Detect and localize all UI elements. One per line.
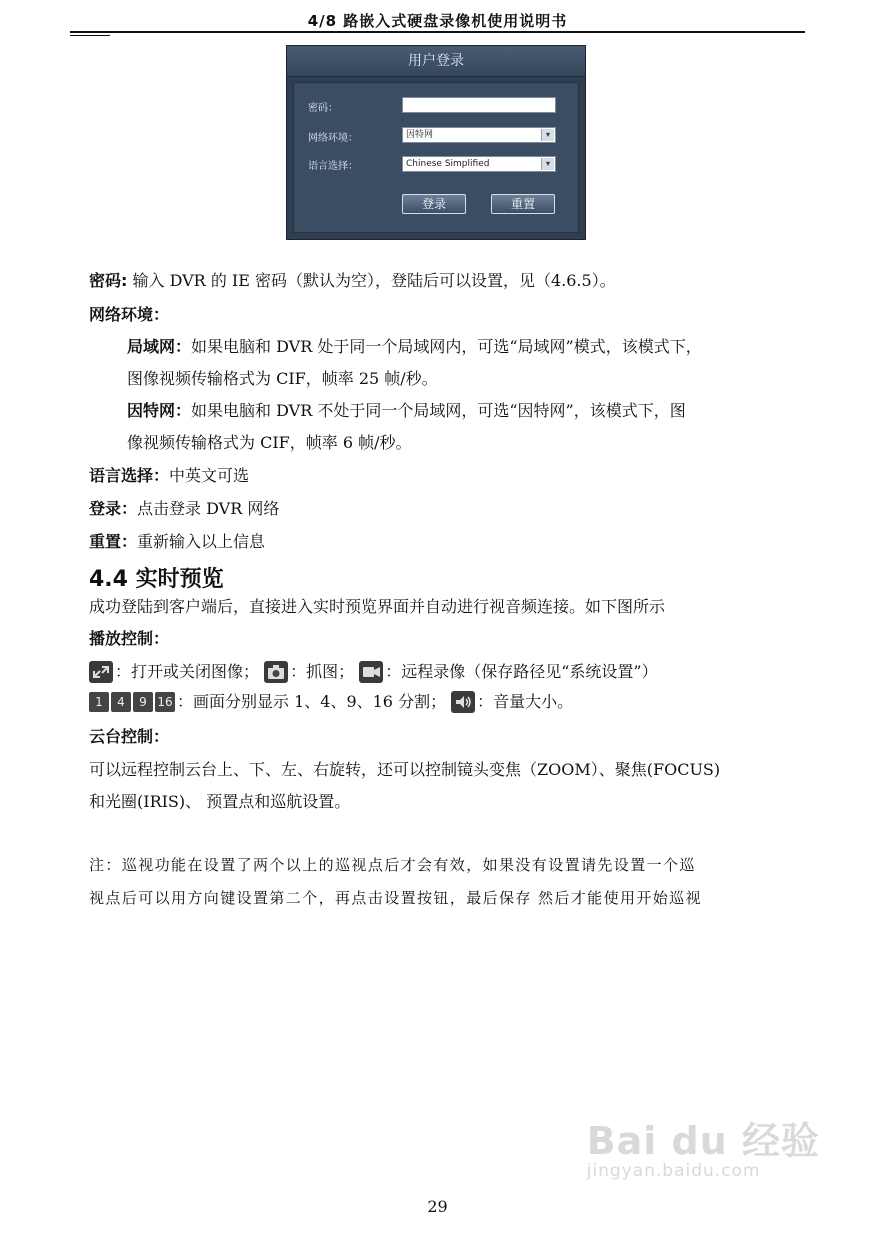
login-dialog-title: 用户登录 (287, 46, 585, 77)
volume-desc: ：音量大小。 (477, 691, 574, 711)
split-16-icon: 16 (155, 692, 175, 712)
reset-button[interactable]: 重置 (491, 194, 555, 214)
login-desc: 点击登录 DVR 网络 (137, 499, 280, 518)
watermark-main: Bai du 经验 (586, 1119, 820, 1163)
icon-row-2 (89, 690, 573, 713)
lan-desc-2: 图像视频传输格式为 CIF，帧率 25 帧/秒。 (127, 369, 438, 388)
split-desc: ：画面分别显示 1、4、9、16 分割； (177, 691, 447, 711)
network-heading-text: 网络环境： (89, 305, 170, 324)
login-paragraph (89, 498, 279, 520)
language-desc: 中英文可选 (169, 466, 250, 485)
split-1-icon: 1 (89, 692, 109, 712)
language-paragraph (89, 465, 249, 487)
language-select[interactable] (402, 156, 556, 172)
lan-paragraph (127, 336, 702, 358)
playback-heading-text: 播放控制： (89, 629, 170, 648)
icon-row-1 (89, 660, 658, 683)
password-label: 密码： (308, 103, 338, 114)
password-term: 密码: (89, 271, 128, 290)
note-line-2: 视点后可以用方向键设置第二个，再点击设置按钮，最后保存 然后才能使用开始巡视 (89, 889, 702, 907)
reset-paragraph (89, 531, 265, 553)
watermark-sub: jingyan.baidu.com (586, 1161, 761, 1181)
snapshot-desc: ：抓图； (290, 661, 355, 681)
reset-term: 重置： (89, 532, 138, 551)
volume-icon (451, 691, 475, 713)
reset-desc: 重新输入以上信息 (137, 532, 266, 551)
section-intro: 成功登陆到客户端后，直接进入实时预览界面并自动进行视音频连接。如下图所示 (89, 597, 666, 616)
ptz-heading-text: 云台控制： (89, 727, 170, 746)
internet-term: 因特网： (127, 401, 192, 420)
header-rule-accent (70, 35, 110, 36)
ptz-desc-2: 和光圈(IRIS)、 预置点和巡航设置。 (89, 792, 351, 811)
camera-snapshot-icon (264, 661, 288, 683)
login-panel (293, 82, 579, 233)
network-select-value: 因特网 (406, 130, 434, 140)
chevron-down-icon[interactable]: ▾ (541, 158, 554, 170)
login-term: 登录： (89, 499, 138, 518)
lan-desc-1: 如果电脑和 DVR 处于同一个局域网内，可选“局域网”模式，该模式下， (191, 337, 702, 356)
language-select-value: Chinese Simplified (406, 159, 490, 169)
password-field[interactable] (402, 97, 556, 113)
network-heading (89, 304, 169, 326)
login-dialog (286, 45, 586, 240)
record-desc: ：远程录像（保存路径见“系统设置”） (385, 661, 658, 681)
split-9-icon: 9 (133, 692, 153, 712)
document-header-title: 4/8 路嵌入式硬盘录像机使用说明书 (307, 12, 568, 30)
login-button[interactable]: 登录 (402, 194, 466, 214)
ptz-heading (89, 726, 169, 748)
toggle-video-desc: ：打开或关闭图像； (115, 661, 260, 681)
split-4-icon: 4 (111, 692, 131, 712)
toggle-video-icon (89, 661, 113, 683)
password-paragraph (89, 270, 616, 292)
section-title: 4.4 实时预览 (89, 567, 224, 592)
lan-term: 局域网： (127, 337, 192, 356)
baidu-watermark-logo (587, 1110, 820, 1181)
password-desc: 输入 DVR 的 IE 密码（默认为空），登陆后可以设置，见（4.6.5）。 (127, 271, 616, 290)
internet-paragraph (127, 400, 686, 422)
language-label: 语言选择： (308, 161, 358, 172)
record-icon (359, 661, 383, 683)
note-line-1: 注：巡视功能在设置了两个以上的巡视点后才会有效，如果没有设置请先设置一个巡 (89, 856, 696, 874)
network-label: 网络环境： (308, 133, 358, 144)
ptz-desc-1: 可以远程控制云台上、下、左、右旋转，还可以控制镜头变焦（ZOOM）、聚焦(FOCUS) (89, 760, 721, 779)
playback-heading (89, 628, 169, 650)
internet-desc-2: 像视频传输格式为 CIF，帧率 6 帧/秒。 (127, 433, 412, 452)
language-term: 语言选择： (89, 466, 170, 485)
header-rule (70, 31, 805, 33)
page-number: 29 (427, 1197, 448, 1216)
internet-desc-1: 如果电脑和 DVR 不处于同一个局域网，可选“因特网”，该模式下，图 (191, 401, 686, 420)
chevron-down-icon[interactable]: ▾ (541, 129, 554, 141)
network-select[interactable] (402, 127, 556, 143)
